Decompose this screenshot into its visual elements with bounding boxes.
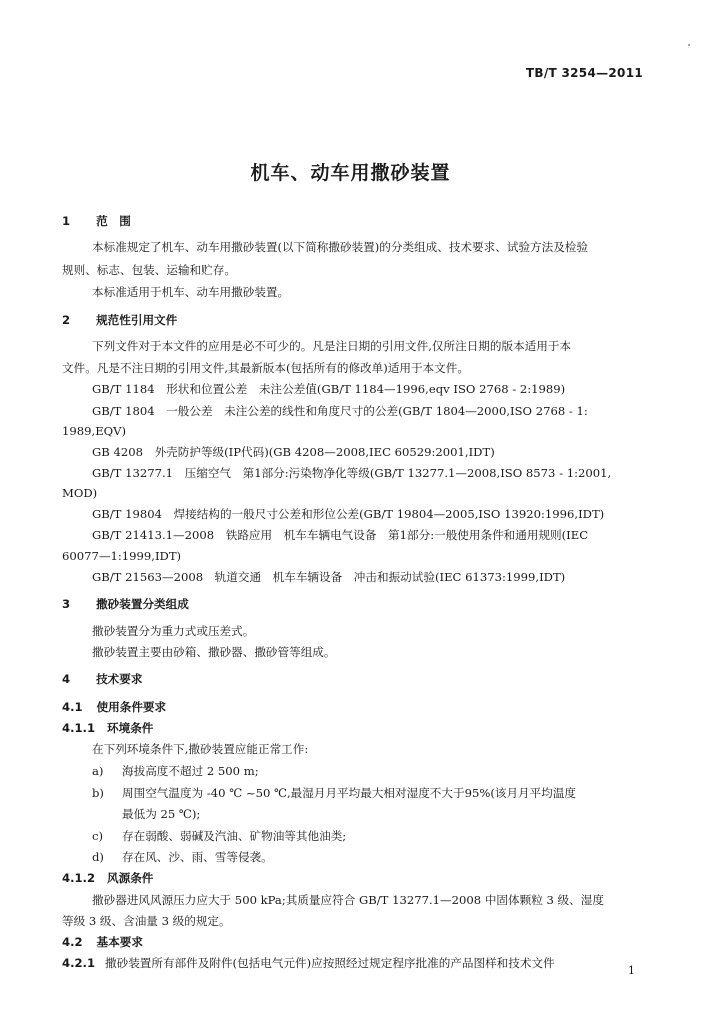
reference-line: GB/T 19804 焊接结构的一般尺寸公差和形位公差(GB/T 19804—2005,ISO 13920:1996,IDT) [92, 507, 605, 521]
reference-line: GB/T 21563—2008 轨道交通 机车车辆设备 冲击和振动试验(IEC 61373:1999,IDT) [92, 570, 566, 584]
list-item [92, 829, 346, 843]
list-item-text: 存在弱酸、弱碱及汽油、矿物油等其他油类; [122, 829, 347, 843]
section-2-intro-line-2: 文件。凡是不注日期的引用文件,其最新版本(包括所有的修改单)适用于本文件。 [62, 361, 469, 375]
subsection-4-2-1-number: 4.2.1 [62, 956, 96, 970]
list-item-text: 海拔高度不超过 2 500 m; [122, 764, 259, 778]
section-1-number: 1 [62, 214, 71, 228]
list-item-label: a) [92, 764, 104, 778]
reference-line: 60077—1:1999,IDT) [62, 549, 182, 563]
section-1-para-1-line-1: 本标准规定了机车、动车用撒砂装置(以下简称撒砂装置)的分类组成、技术要求、试验方法及检验 [92, 240, 588, 254]
reference-line: MOD) [62, 486, 98, 500]
standard-code: TB/T 3254—2011 [525, 66, 643, 80]
section-2-intro-line-1: 下列文件对于本文件的应用是必不可少的。凡是注日期的引用文件,仅所注日期的版本适用于本 [92, 339, 572, 353]
section-3-para-2: 撒砂装置主要由砂箱、撒砂器、撒砂管等组成。 [92, 645, 336, 659]
section-3-title: 撒砂装置分类组成 [96, 597, 189, 611]
list-item [92, 764, 259, 778]
list-item-label: c) [92, 829, 104, 843]
list-item-text: 存在风、沙、雨、雪等侵袭。 [122, 850, 273, 864]
subsection-4-1-1-title: 环境条件 [107, 721, 154, 735]
subsection-4-1-1-intro: 在下列环境条件下,撒砂装置应能正常工作: [92, 742, 309, 756]
section-2-heading [62, 313, 177, 327]
list-item [92, 786, 576, 800]
subsection-4-2-number: 4.2 [62, 935, 83, 949]
section-1-para-2: 本标准适用于机车、动车用撒砂装置。 [92, 285, 290, 299]
subsection-4-1-number: 4.1 [62, 700, 83, 714]
page-number: 1 [628, 964, 635, 977]
subsection-4-2-1-line [62, 956, 555, 970]
subsection-4-1-1-heading [62, 721, 153, 735]
subsection-4-1-2-title: 风源条件 [107, 871, 154, 885]
section-1-title: 范 围 [96, 214, 131, 228]
reference-line: GB/T 1804 一般公差 未注公差的线性和角度尺寸的公差(GB/T 1804—2000,ISO 2768 - 1: [92, 404, 588, 418]
subsection-4-1-2-number: 4.1.2 [62, 871, 96, 885]
scan-speck [688, 44, 690, 46]
subsection-4-1-2-heading [62, 871, 153, 885]
subsection-4-1-2-line-1: 撒砂器进风风源压力应大于 500 kPa;其质量应符合 GB/T 13277.1—2008 中固体颗粒 3 级、湿度 [92, 893, 604, 907]
reference-line: GB/T 13277.1 压缩空气 第1部分:污染物净化等级(GB/T 13277.1—2008,ISO 8573 - 1:2001, [92, 466, 612, 480]
subsection-4-1-2-line-2: 等级 3 级、含油量 3 级的规定。 [62, 914, 231, 928]
subsection-4-2-title: 基本要求 [96, 935, 143, 949]
section-2-number: 2 [62, 313, 71, 327]
list-item-label: b) [92, 786, 104, 800]
subsection-4-1-1-number: 4.1.1 [62, 721, 96, 735]
document-title: 机车、动车用撒砂装置 [250, 162, 451, 184]
list-item [92, 850, 273, 864]
section-3-number: 3 [62, 597, 71, 611]
section-4-title: 技术要求 [96, 672, 143, 686]
section-1-para-1-line-2: 规则、标志、包装、运输和贮存。 [62, 263, 236, 277]
section-2-title: 规范性引用文件 [96, 313, 178, 327]
section-4-number: 4 [62, 672, 71, 686]
section-4-heading [62, 672, 142, 686]
reference-line: GB 4208 外壳防护等级(IP代码)(GB 4208—2008,IEC 60529:2001,IDT) [92, 445, 495, 459]
subsection-4-1-heading [62, 700, 166, 714]
subsection-4-2-heading [62, 935, 143, 949]
section-3-heading [62, 597, 189, 611]
section-3-para-1: 撒砂装置分为重力式或压差式。 [92, 624, 255, 638]
reference-line: 1989,EQV) [62, 424, 127, 438]
list-item-label: d) [92, 850, 104, 864]
section-1-heading [62, 214, 131, 228]
reference-line: GB/T 1184 形状和位置公差 未注公差值(GB/T 1184—1996,eqv ISO 2768 - 2:1989) [92, 382, 566, 396]
reference-line: GB/T 21413.1—2008 铁路应用 机车车辆电气设备 第1部分:一般使用条件和通用规则(IEC [92, 528, 589, 542]
list-item-text: 周围空气温度为 -40 ℃ ~50 ℃,最湿月月平均最大相对湿度不大于95%(该月月平均温度 [122, 786, 577, 800]
list-item-continuation: 最低为 25 ℃); [122, 807, 201, 821]
subsection-4-1-title: 使用条件要求 [96, 700, 167, 714]
subsection-4-2-1-text: 撒砂装置所有部件及附件(包括电气元件)应按照经过规定程序批准的产品图样和技术文件 [105, 956, 555, 970]
